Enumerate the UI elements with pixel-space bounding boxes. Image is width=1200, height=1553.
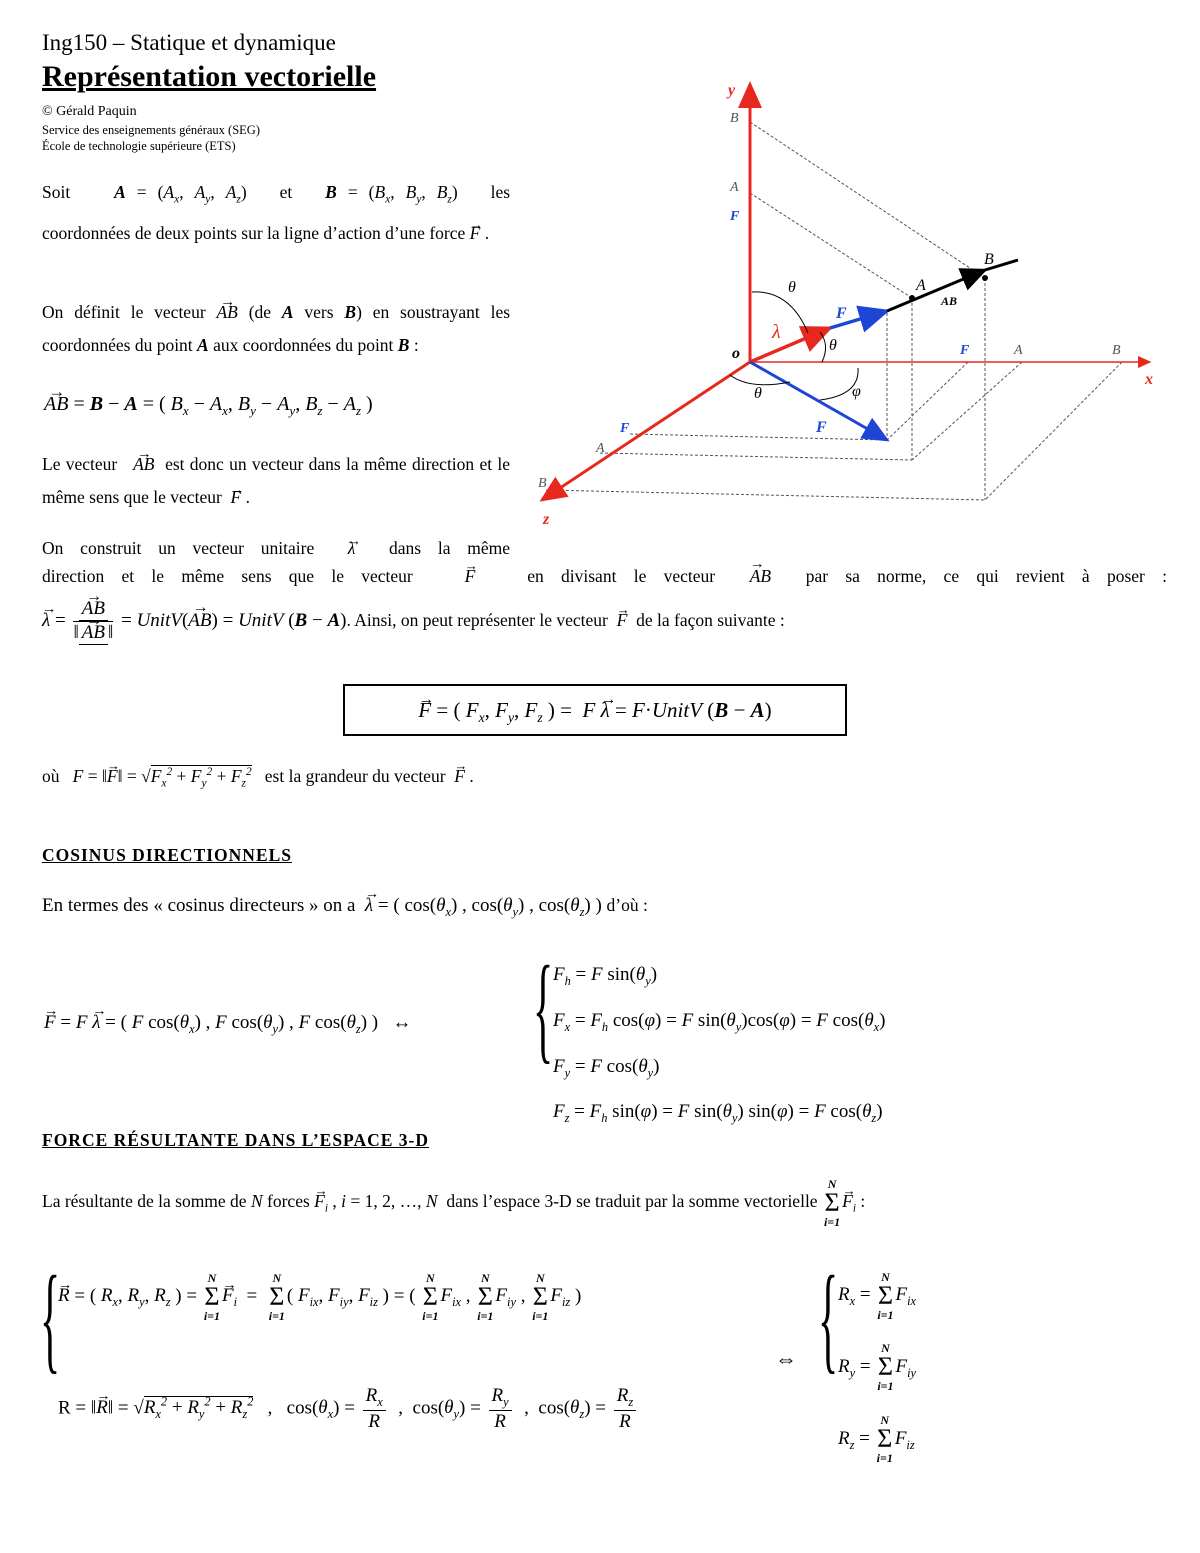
lambda-vector [750,328,830,362]
equivalence-symbol: ⇔ [775,1346,797,1371]
label-fh: F [816,419,827,436]
point-b-dot [982,275,988,281]
boxed-force-equation: → F = ( $F_x$, $F_y$, $F_z$ ) = F → λ = F·UnitV (B − A) [343,684,847,736]
brace-left-2: { [40,1251,61,1384]
label-theta-z: θ [754,385,762,402]
course-title: Ing150 – Statique et dynamique [42,30,336,55]
heading-resultant-force: FORCE RÉSULTANTE DANS L’ESPACE 3-D [42,1130,429,1150]
brace-left-1: { [533,941,554,1074]
service-line: Service des enseignements généraux (SEG) [42,123,260,137]
vector-3d-diagram [520,70,1170,540]
z-axis [542,362,750,500]
label-point-a: A [916,277,926,294]
label-bz: B [538,476,547,491]
label-ab: AB [941,294,958,308]
force-components-equation: → F = F → λ = ( F $\cos(\theta_x)$ , F $\cos(\theta_y)$ , F $\cos(\theta_z)$ ) ↔ [44,1012,411,1037]
projection-lines [546,122,1122,500]
label-axis-x: x [1145,371,1153,388]
label-f: F [836,305,847,322]
author: © Gérald Paquin [42,104,137,119]
page-title: Représentation vectorielle [42,60,377,93]
label-az: A [596,441,605,456]
component-system: $F_h = F$ $\sin(\theta_y)$ $F_x = F_h$ cos(φ) = F $\sin(\theta_y)\cos(\varphi) = F$ $\cos(\theta_x)$ $F_y = F$ $\cos(\theta_y)$ $F_z = F_h$ sin(φ) = F $\sin(\theta_y) \sin(\varphi) = F$ $\cos(\theta_z)$ [553,964,886,1126]
resultant-vector-equation: → R = ( $R_x$, $R_y$, $R_z$ ) = N Σ i=1 → $F_i$ = N Σ i=1 ( $F_{ix}$, $F_{iy}$, $F_{iz}$ ) = ( N Σ i=1 $F_{ix}$ , N Σ i=1 $F_{iy}$ , N Σ i=1 $F_{iz}$ ) [58,1272,581,1322]
label-theta-x: θ [829,337,837,354]
point-a-dot [909,295,915,301]
direction-cosines-line: En termes des « cosinus directeurs » on a → λ = ( $\cos(\theta_x)$ , $\cos(\theta_y)$ , $\cos(\theta_z)$ ) d’où : [42,895,648,920]
label-axis-z: z [543,511,550,528]
paragraph-points: Soit $A = (A_x$, $A_y$, $A_z$) et $B = (B_x$, $B_y$, $B_z$) les coordonnées de deux points sur la ligne d’action d’une force → F . [42,176,510,250]
label-lambda: λ [772,321,781,343]
resultant-intro: La résultante de la somme de N forces → $F_i$ , i = 1, 2, …, N dans l’espace 3-D se traduit par la somme vectorielle N Σ i=1 → $F_i$ : [42,1178,865,1228]
heading-direction-cosines: COSINUS DIRECTIONNELS [42,845,293,865]
label-point-b: B [984,251,994,268]
paragraph-unit-vector-2: direction et le même sens que le vecteur → F en divisant le vecteur → AB par sa norme, ce qui revient à poser : [42,566,1167,587]
school-line: École de technologie supérieure (ETS) [42,139,236,153]
paragraph-direction: Le vecteur → AB est donc un vecteur dans la même direction et le même sens que le vecteur → F . [42,448,510,514]
label-fx: F [960,343,970,358]
equation-lambda: → λ = → $\frac{AB}{‖\to AB ‖}$ = UnitV(→ AB) = UnitV (B − A). Ainsi, on peut représenter le vecteur → F de la façon suivante : [42,598,785,645]
ab-vector [887,270,985,311]
resultant-components: $R_x$ = N Σ i=1 $F_{ix}$ $R_y$ = N Σ i=1 $F_{iy}$ $R_z$ = N Σ i=1 $F_{iz}$ [838,1269,917,1466]
label-theta-y: θ [788,279,796,296]
magnitude-line: où F = ‖→ F‖ = $√F_x^2 + F_y^2 + F_z^2$ est la grandeur du vecteur → F . [42,766,474,790]
paragraph-unit-vector-1: On construit un vecteur unitaire → λ dans la même [42,532,510,565]
resultant-magnitude-equation: R = ‖→ R‖ = $√R_x^2 + R_y^2 + R_z^2$ , $\cos(\theta_x)$ = $\frac{R_x}{R}$ , $\cos(\theta_y)$ = $\frac{R_y}{R}$ , $\cos(\theta_z)$ = $\frac{R_z}{R}$ [58,1385,639,1433]
label-fz: F [620,421,630,436]
arc-theta-x [820,332,826,362]
paragraph-vector-ab: On définit le vecteur → AB (de A vers B) en soustrayant les coordonnées du point A aux coordonnées du point B : [42,296,510,362]
label-ax: A [1014,343,1023,358]
label-by: B [730,111,739,126]
label-origin: o [732,345,740,362]
brace-left-3: { [818,1251,839,1384]
label-axis-y: y [728,82,736,99]
label-bx: B [1112,343,1121,358]
label-phi: φ [852,383,861,400]
label-ay: A [730,180,739,195]
equation-ab: → AB = B − A = ( $B_x - A_x$, $B_y - A_y$, $B_z - A_z$ ) [44,393,373,419]
label-fy: F [730,209,740,224]
